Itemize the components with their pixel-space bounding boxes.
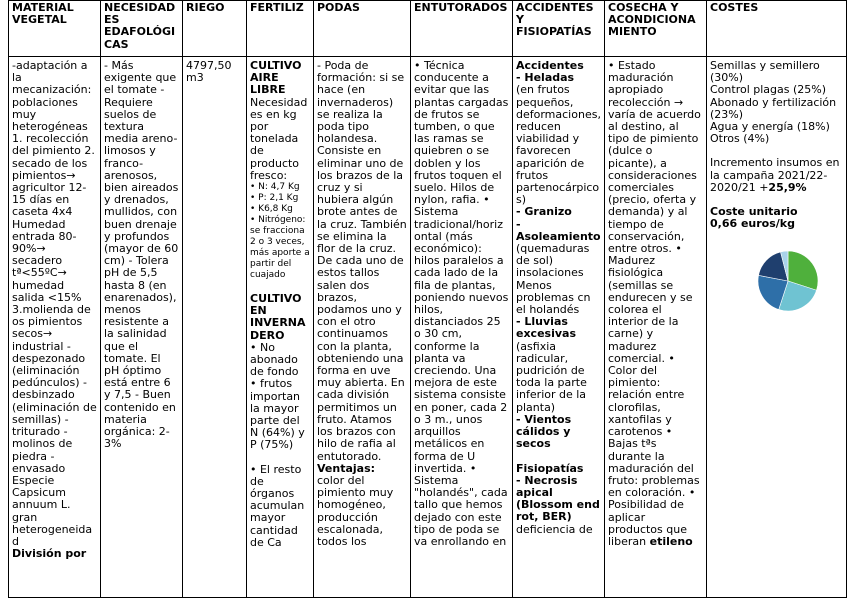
header-costes: COSTES	[707, 1, 847, 57]
accidentes-asoleamiento: (quemaduras de sol) insolaciones Menos problemas cn el holandés	[516, 242, 591, 317]
fertiliz-nitrogeno: • Nitrógeno: se fracciona 2 o 3 veces, más aporte a partir del cuajado	[250, 215, 310, 281]
podas-ventajas-text: color del pimiento muy homogéneo, producción escalonada, todos los	[317, 473, 394, 548]
fertiliz-inv-item-2: • frutos importan la mayor parte del N (64%) y P (75%)	[250, 377, 305, 452]
fertiliz-libre-intro: Necesidades en kg por tonelada de producto fresco:	[250, 95, 308, 182]
accidentes-lluvias-title: - Lluvias excesivas	[516, 315, 576, 341]
cost-pie-svg	[710, 233, 830, 323]
fisiopatias-title: Fisiopatías	[516, 461, 584, 475]
accidentes-title: Accidentes	[516, 59, 584, 72]
costes-line-control: Control plagas (25%)	[710, 83, 827, 97]
fertiliz-nutrient-n: • N: 4,7 Kg	[250, 182, 300, 193]
costes-line-otros: Otros (4%)	[710, 132, 770, 146]
cosecha-body: • Estado maduración apropiado recolección → varía de acuerdo al destino, al tipo de pimiento (dulce o picante), a consideraciones comerciales (precio, oferta y demanda) y al tiempo de conservación, entre otros. • Madurez fisiológica (semillas se endurecen y se colorea el interior de la carne) y madurez comercial. • Color del pimiento: relación entre clorofilas, xantofilas y carotenos • Bajas tªs durante la maduración del fruto: problemas en coloración. • Posibilidad de aplicar productos que liberan	[608, 59, 701, 548]
accidentes-vientos: - Vientos cálidos y secos	[516, 412, 572, 451]
cosecha-bold-tail: etileno	[649, 534, 693, 548]
fertiliz-inv-item-1: • No abonado de fondo	[250, 340, 299, 379]
accidentes-heladas-title: - Heladas	[516, 71, 575, 85]
costes-unitario-label: Coste unitario	[710, 205, 798, 219]
header-material: MATERIAL VEGETAL	[9, 1, 101, 57]
costes-incremento-text: Incremento insumos en la campaña 2021/22-2020/21 +	[710, 156, 840, 194]
fertiliz-nutrient-k: • K6,8 Kg	[250, 204, 293, 215]
cell-cosecha	[605, 57, 707, 598]
costes-incremento-value: 25,9%	[768, 180, 807, 194]
header-row	[9, 1, 847, 57]
fertiliz-inv-title: CULTIVO EN INVERNADERO	[250, 292, 306, 342]
cell-material	[9, 57, 101, 598]
accidentes-heladas: (en frutos pequeños, deformaciones, reducen viabilidad y favorecen aparición de frutos partenocárpicos)	[516, 83, 601, 207]
header-entutorados: ENTUTORADOS	[411, 1, 513, 57]
costes-line-abonado: Abonado y fertilización (23%)	[710, 95, 837, 121]
costes-incremento	[710, 157, 843, 194]
necesidades-text: - Más exigente que el tomate - Requiere suelos de textura media areno-limosos y franco-arenosos, bien aireados y drenados, mullidos, con buen drenaje y profundos (mayor de 60 cm) - Tolera pH de 5,5 hasta 8 (en enarenados), menos resistente a la salinidad que el tomate. El pH óptimo está entre 6 y 7,5 - Buen contenido en materia orgánica: 2-3%	[104, 59, 179, 451]
fertiliz-nutrient-p: • P: 2,1 Kg	[250, 193, 299, 204]
costes-line-agua: Agua y energía (18%)	[710, 120, 830, 134]
content-row	[9, 57, 847, 598]
accidentes-lluvias: (asfixia radicular, pudrición de toda la parte inferior de la planta)	[516, 339, 587, 414]
material-cut-text: División por	[12, 547, 87, 561]
header-fertiliz: FERTILIZ	[247, 1, 314, 57]
material-text: -adaptación a la mecanización: poblaciones muy heterogéneas 1. recolección del pimiento 2. secado de los pimientos→ agricultor 12-15 días en caseta 4x4 Humedad entrada 80-90%→ secadero tª<55ºC→ humedad salida <15% 3.molienda de os pimientos secos→ industrial -despezonado (eliminación pedúnculos) -desbinzado (eliminación de semillas) -triturado -molinos de piedra -envasado Especie Capsicum annuum L. gran heterogeneidad	[12, 59, 97, 548]
accidentes-asoleamiento-title: - Asoleamiento	[516, 217, 601, 243]
podas-text: - Poda de formación: si se hace (en invernaderos) se realiza la poda tipo holandesa. Consiste en eliminar uno de los brazos de la cruz y si hubiera algún brote antes de la cruz. También se elimina la flor de la cruz. De cada uno de estos tallos salen dos brazos, podamos uno y con el otro continuamos con la planta, obteniendo una forma en uve muy abierta. En cada división permitimos un fruto. Atamos los brazos con hilo de rafia al entutorado.	[317, 59, 407, 463]
cell-costes	[707, 57, 847, 598]
header-accidentes: ACCIDENTES Y FISIOPATÍAS	[513, 1, 605, 57]
costes-line-semillas: Semillas y semillero (30%)	[710, 59, 820, 85]
cell-riego	[183, 57, 247, 598]
header-necesidades: NECESIDADES EDAFOLÓGICAS	[101, 1, 183, 57]
fisiopatias-necrosis: deficiencia de	[516, 522, 593, 536]
cosecha-text	[608, 60, 703, 548]
accidentes-granizo: - Granizo	[516, 205, 572, 219]
fisiopatias-necrosis-title: - Necrosis apical (Blossom end rot, BER)	[516, 473, 600, 524]
cell-entutorados	[411, 57, 513, 598]
fertiliz-resto: • El resto de órganos acumulan mayor cantidad de Ca	[250, 462, 305, 549]
fertiliz-libre-title: CULTIVO AIRE LIBRE	[250, 59, 302, 97]
crop-table	[8, 0, 847, 598]
costes-unitario-value: 0,66 euros/kg	[710, 217, 795, 231]
header-cosecha: COSECHA Y ACONDICIONAMIENTO	[605, 1, 707, 57]
podas-ventajas-label: Ventajas:	[317, 461, 376, 475]
riego-text: 4797,50 m3	[186, 59, 232, 85]
entutorados-text: • Técnica conducente a evitar que las plantas cargadas de frutos se tumben, o que las ramas se quiebren o se doblen y los frutos toquen el suelo. Hilos de nylon, rafia. • Sistema tradicional/horizontal (más económico): hilos paralelos a cada lado de la fila de plantas, poniendo nuevos hilos, distanciados 25 o 30 cm, conforme la planta va creciendo. Una mejora de este sistema consiste en poner, cada 2 o 3 m., unos arquillos metálicos en forma de U invertida. • Sistema "holandés", cada tallo que hemos dejado con este tipo de poda se va enrollando en	[414, 59, 509, 548]
cost-pie-chart	[710, 233, 843, 326]
cell-fertiliz	[247, 57, 314, 598]
header-riego: RIEGO	[183, 1, 247, 57]
cell-necesidades	[101, 57, 183, 598]
header-podas: PODAS	[314, 1, 411, 57]
cell-accidentes	[513, 57, 605, 598]
cell-podas	[314, 57, 411, 598]
